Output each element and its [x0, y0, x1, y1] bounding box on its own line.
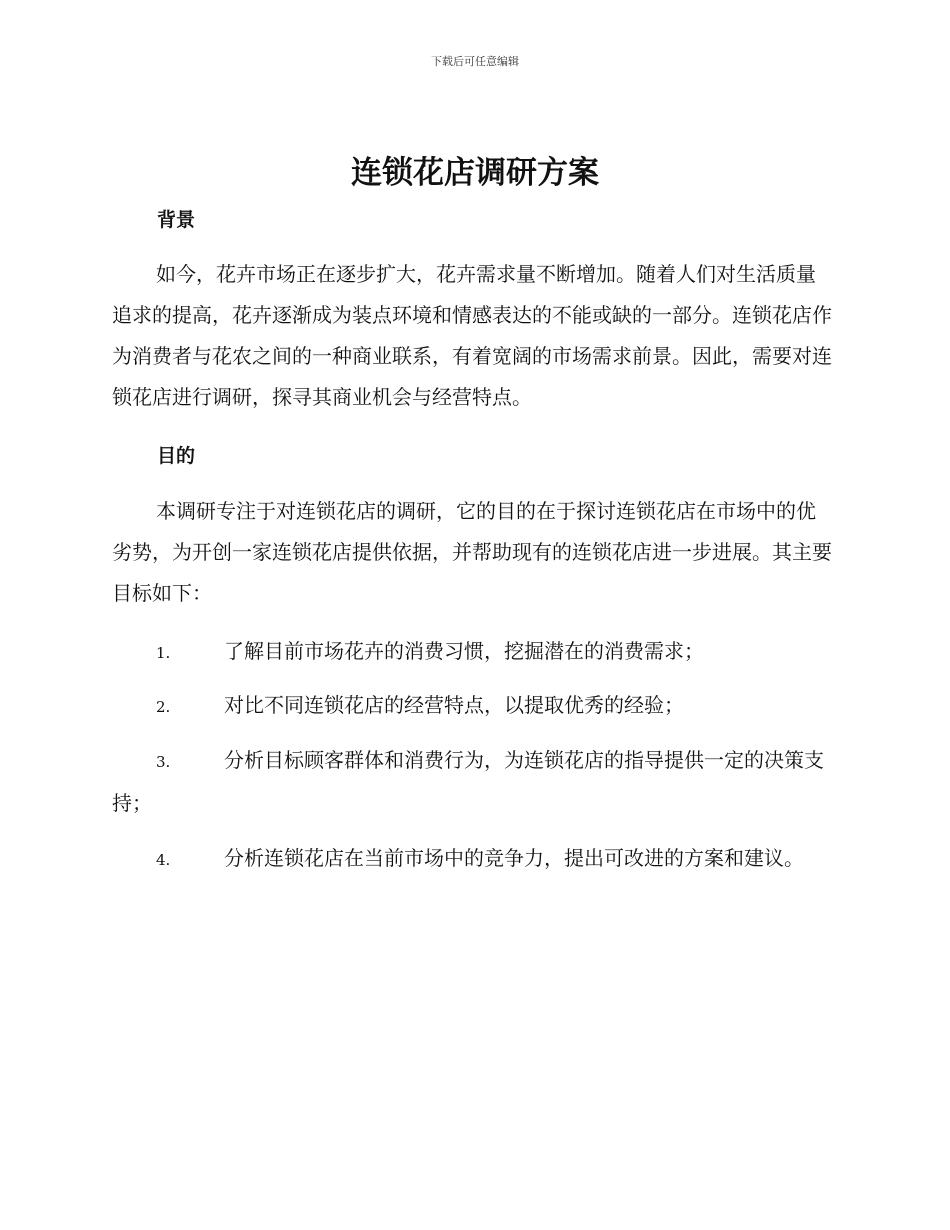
- list-item-number: 3.: [156, 753, 171, 771]
- list-item-number: 1.: [156, 644, 171, 662]
- background-paragraph: 如今，花卉市场正在逐步扩大，花卉需求量不断增加。随着人们对生活质量追求的提高，花卉逐渐成为装点环境和情感表达的不能或缺的一部分。连锁花店作为消费者与花农之间的一种商业联系，有着宽阔的市场需求前景。因此，需要对连锁花店进行调研，探寻其商业机会与经营特点。: [112, 262, 832, 409]
- list-item: [112, 740, 834, 824]
- list-item: [112, 631, 834, 674]
- list-item-number: 4.: [156, 851, 171, 869]
- section-heading-purpose: 目的: [157, 445, 196, 467]
- list-item: [112, 685, 834, 728]
- purpose-paragraph: 本调研专注于对连锁花店的调研，它的目的在于探讨连锁花店在市场中的优劣势，为开创一家连锁花店提供依据，并帮助现有的连锁花店进一步进展。其主要目标如下：: [112, 499, 832, 605]
- document-title: 连锁花店调研方案: [351, 155, 599, 191]
- list-item-number: 2.: [156, 698, 171, 716]
- list-item: [112, 838, 834, 881]
- section-heading-background: 背景: [157, 209, 196, 231]
- list-item-text: 分析连锁花店在当前市场中的竞争力，提出可改进的方案和建议。: [224, 846, 804, 870]
- list-item-text: 对比不同连锁花店的经营特点，以提取优秀的经验；: [224, 693, 684, 717]
- list-item-text: 了解目前市场花卉的消费习惯，挖掘潜在的消费需求；: [224, 639, 704, 663]
- list-item-text: 分析目标顾客群体和消费行为，为连锁花店的指导提供一定的决策支持；: [112, 748, 824, 815]
- header-note: 下载后可任意编辑: [431, 55, 519, 68]
